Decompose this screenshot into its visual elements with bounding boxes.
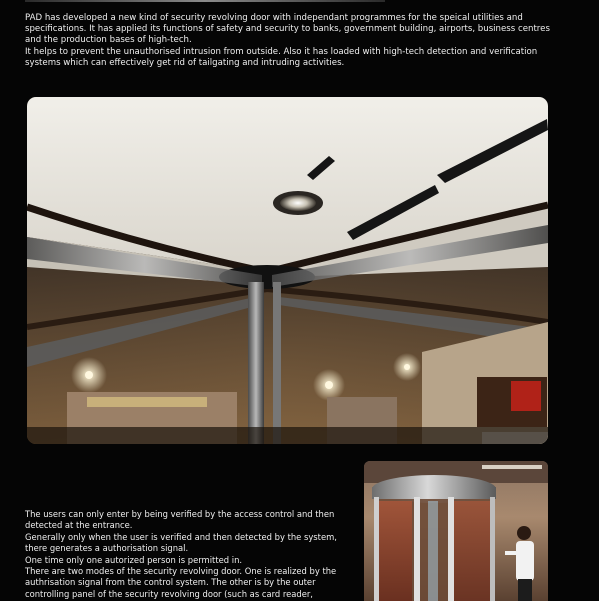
revolving-door-entrance-photo (364, 461, 548, 601)
feature-line-1: The users can only enter by being verified by the access control and then detected at the entrance. (25, 509, 335, 531)
intro-paragraph-2: It helps to prevent the unauthorised intrusion from outside. Also it has loaded with high-tech detection and verification systems which can effectively get rid of tailgating and intruding activities. (25, 46, 538, 68)
intro-paragraph-1: PAD has developed a new kind of security revolving door with independant programmes for the speical utilities and specifications. It has applied its functions of safety and security to banks, government building, airports, business centres and the production bases of high-tech. (25, 13, 550, 46)
top-divider (25, 0, 385, 2)
feature-line-3: One time only one autorized person is permitted in. (25, 554, 243, 565)
intro-text (25, 13, 550, 69)
revolving-door-ceiling-photo (27, 97, 548, 444)
feature-line-2: Generally only when the user is verified and then detected by the system, there generates a authorisation signal. (25, 531, 337, 554)
feature-description (25, 509, 360, 600)
feature-line-4: There are two modes of the security revolving door. One is realized by the authrisation signal from the control system. The other is by the outer controlling panel of the security revolving door (such as card reader, (25, 566, 337, 599)
entrance-illustration (364, 461, 548, 601)
ceiling-illustration (27, 97, 548, 444)
